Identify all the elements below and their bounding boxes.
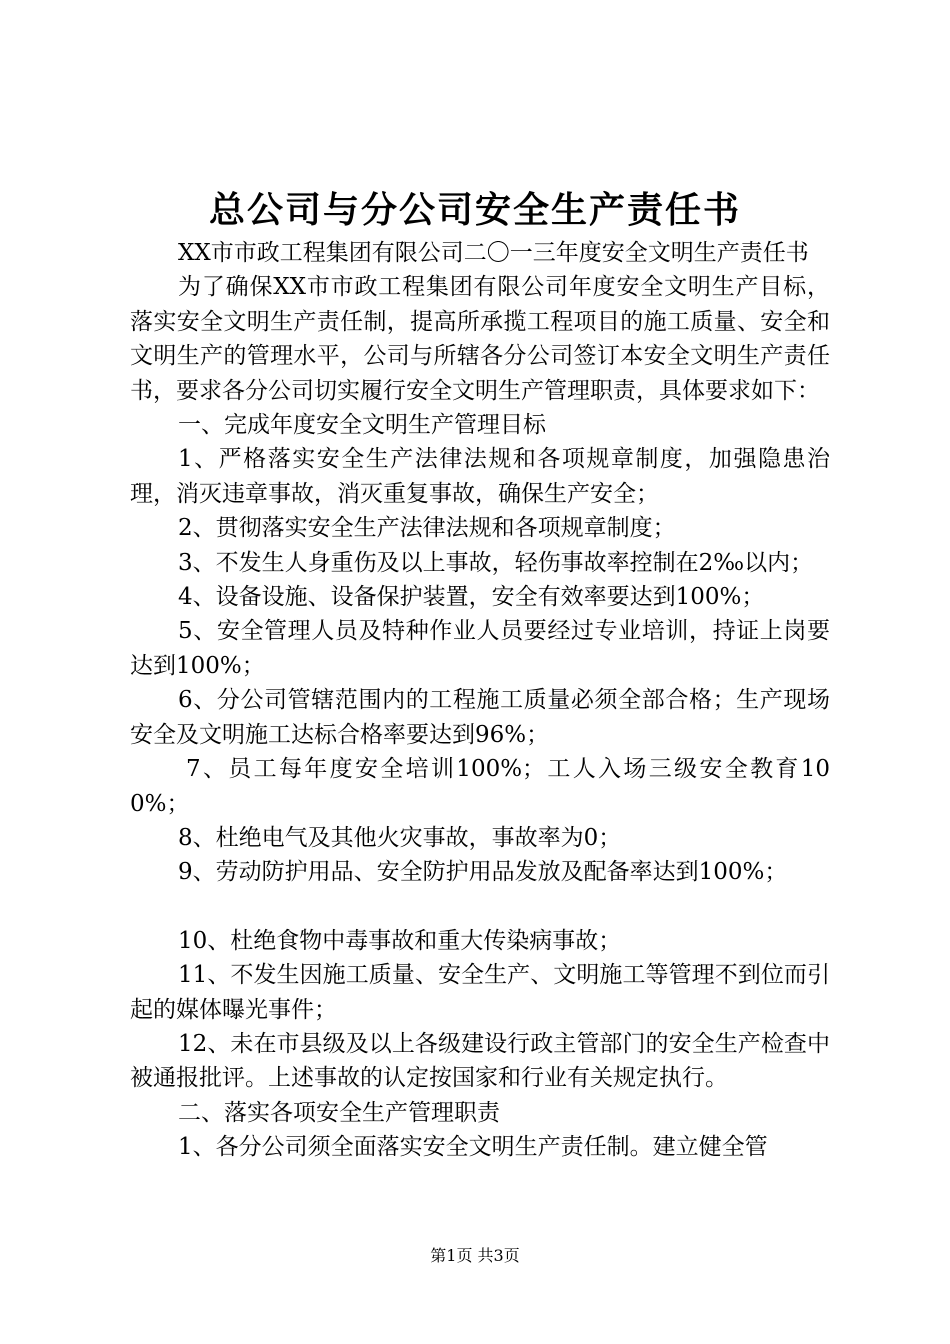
list-item-10: 10、杜绝食物中毒事故和重大传染病事故； (178, 927, 622, 954)
list-item-2: 2、贯彻落实安全生产法律法规和各项规章制度； (178, 515, 676, 542)
section-heading-2: 二、落实各项安全生产管理职责 (178, 1099, 500, 1126)
list-item-8: 8、杜绝电气及其他火灾事故，事故率为0； (178, 824, 622, 851)
list-item-11: 11、不发生因施工质量、安全生产、文明施工等管理不到位而引起的媒体曝光事件； (130, 962, 830, 1023)
page-footer: 第1页 共3页 (430, 1246, 520, 1265)
list-item-12: 12、未在市县级及以上各级建设行政主管部门的安全生产检查中被通报批评。上述事故的认定按国家和行业有关规定执行。 (130, 1030, 830, 1092)
paragraph-heading: XX市市政工程集团有限公司二〇一三年度安全文明生产责任书 (178, 240, 809, 266)
list-item-5: 5、安全管理人员及特种作业人员要经过专业培训，持证上岗要达到100%； (130, 618, 830, 679)
list-item-6: 6、分公司管辖范围内的工程施工质量必须全部合格；生产现场安全及文明施工达标合格率要达到96%； (130, 687, 830, 748)
document-title: 总公司与分公司安全生产责任书 (208, 189, 741, 231)
document-body (130, 236, 830, 1165)
section-2-item-1: 1、各分公司须全面落实安全文明生产责任制。建立健全管 (178, 1134, 768, 1161)
list-item-4: 4、设备设施、设备保护装置，安全有效率要达到100%； (178, 584, 765, 611)
section-heading-1: 一、完成年度安全文明生产管理目标 (178, 412, 546, 439)
paragraph-intro: 为了确保XX市市政工程集团有限公司年度安全文明生产目标，落实安全文明生产责任制，提高所承揽工程项目的施工质量、安全和文明生产的管理水平，公司与所辖各分公司签订本安全文明生产责任书，要求各分公司切实履行安全文明生产管理职责，具体要求如下： (130, 274, 830, 404)
list-item-9: 9、劳动防护用品、安全防护用品发放及配备率达到100%； (178, 859, 788, 886)
paragraph-gap (130, 890, 830, 924)
list-item-7: 7、员工每年度安全培训100%；工人入场三级安全教育100%； (130, 756, 830, 817)
list-item-1: 1、严格落实安全生产法律法规和各项规章制度，加强隐患治理，消灭违章事故，消灭重复事故，确保生产安全； (130, 446, 830, 507)
list-item-3: 3、不发生人身重伤及以上事故，轻伤事故率控制在2‰以内； (178, 549, 814, 576)
